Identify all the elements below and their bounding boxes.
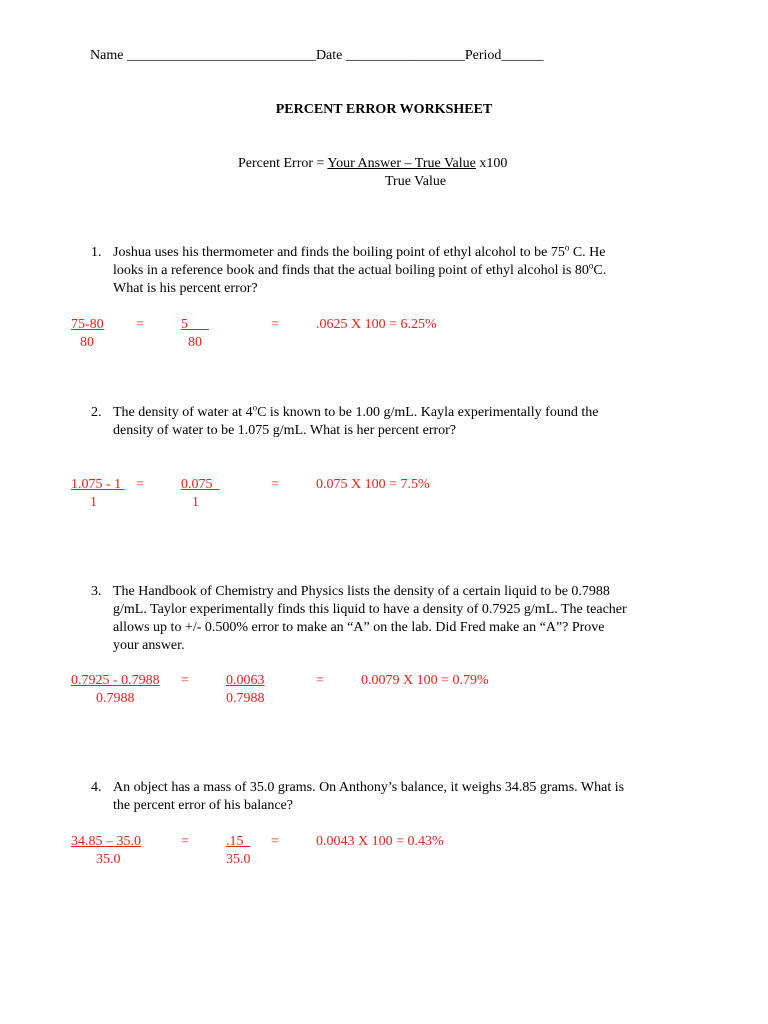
equals-sign: = — [136, 317, 144, 332]
equals-sign: = — [271, 834, 279, 849]
formula-numerator: Your Answer – True Value — [327, 156, 476, 171]
question-2-number: 2. — [91, 405, 102, 420]
q2-line2: density of water to be 1.075 g/mL. What is her percent error? — [113, 423, 457, 438]
name-field[interactable]: ___________________________ — [126, 48, 316, 63]
work-numerator-2: 0.0063 — [226, 673, 265, 688]
work-numerator-2: 5 — [181, 317, 209, 332]
q3-line2: g/mL. Taylor experimentally finds this liquid to have a density of 0.7925 g/mL. The teacher — [113, 602, 627, 617]
degree-sup: o — [564, 242, 570, 253]
formula-suffix: x100 — [475, 156, 508, 171]
question-4-number: 4. — [91, 780, 102, 795]
work-denominator-2: 80 — [188, 335, 202, 350]
work-denominator-2: 35.0 — [226, 852, 251, 867]
q1-line1-b: C. He — [569, 245, 606, 260]
work-denominator-1: 80 — [80, 335, 94, 350]
work-result: 0.0043 X 100 = 0.43% — [316, 834, 444, 849]
q3-line1: The Handbook of Chemistry and Physics lists the density of a certain liquid to be 0.7988 — [113, 584, 610, 599]
work-result: .0625 X 100 = 6.25% — [316, 317, 437, 332]
q1-line2-b: C. — [593, 263, 607, 278]
q3-line4: your answer. — [113, 638, 185, 653]
question-3-text — [113, 583, 683, 655]
degree-sup: o — [588, 260, 594, 271]
question-1-text — [113, 244, 683, 298]
work-denominator-1: 35.0 — [96, 852, 121, 867]
formula-denominator: True Value — [385, 174, 447, 189]
work-result: 0.0079 X 100 = 0.79% — [361, 673, 489, 688]
work-numerator-1: 34.85 – 35.0 — [71, 834, 141, 849]
equals-sign: = — [181, 834, 189, 849]
work-numerator-2: .15 — [226, 834, 251, 849]
question-2-text — [113, 404, 683, 440]
equals-sign: = — [136, 477, 144, 492]
work-denominator-2: 1 — [192, 495, 199, 510]
formula-line — [238, 155, 507, 172]
work-numerator-1: 1.075 - 1 — [71, 477, 125, 492]
period-field[interactable]: ______ — [501, 48, 544, 63]
date-label: Date — [315, 48, 343, 63]
work-result: 0.075 X 100 = 7.5% — [316, 477, 430, 492]
work-denominator-2: 0.7988 — [226, 691, 265, 706]
q1-line1-a: Joshua uses his thermometer and finds the boiling point of ethyl alcohol to be 75 — [113, 245, 565, 260]
work-denominator-1: 1 — [90, 495, 97, 510]
equals-sign: = — [271, 477, 279, 492]
name-label: Name — [90, 48, 124, 63]
period-label: Period — [464, 48, 502, 63]
q4-line2: the percent error of his balance? — [113, 798, 293, 813]
question-3-number: 3. — [91, 584, 102, 599]
work-numerator-1: 0.7925 - 0.7988 — [71, 673, 160, 688]
work-numerator-1: 75-80 — [71, 317, 104, 332]
equals-sign: = — [181, 673, 189, 688]
q4-line1: An object has a mass of 35.0 grams. On Anthony’s balance, it weighs 34.85 grams. What is — [113, 780, 625, 795]
q1-line3: What is his percent error? — [113, 281, 258, 296]
q1-line2-a: looks in a reference book and finds that the actual boiling point of ethyl alcohol is 80 — [113, 263, 589, 278]
formula-prefix: Percent Error = — [238, 156, 328, 171]
page-title: PERCENT ERROR WORKSHEET — [275, 102, 493, 117]
date-field[interactable]: _________________ — [345, 48, 465, 63]
question-4-text — [113, 779, 683, 815]
question-1-number: 1. — [91, 245, 102, 260]
equals-sign: = — [316, 673, 324, 688]
work-denominator-1: 0.7988 — [96, 691, 135, 706]
header-line — [90, 47, 543, 64]
work-numerator-2: 0.075 — [181, 477, 220, 492]
q3-line3: allows up to +/- 0.500% error to make an “A” on the lab. Did Fred make an “A”? Prove — [113, 620, 605, 635]
equals-sign: = — [271, 317, 279, 332]
degree-sup: o — [252, 402, 258, 413]
q2-line1-b: C is known to be 1.00 g/mL. Kayla experimentally found the — [257, 405, 599, 420]
q2-line1-a: The density of water at 4 — [113, 405, 253, 420]
